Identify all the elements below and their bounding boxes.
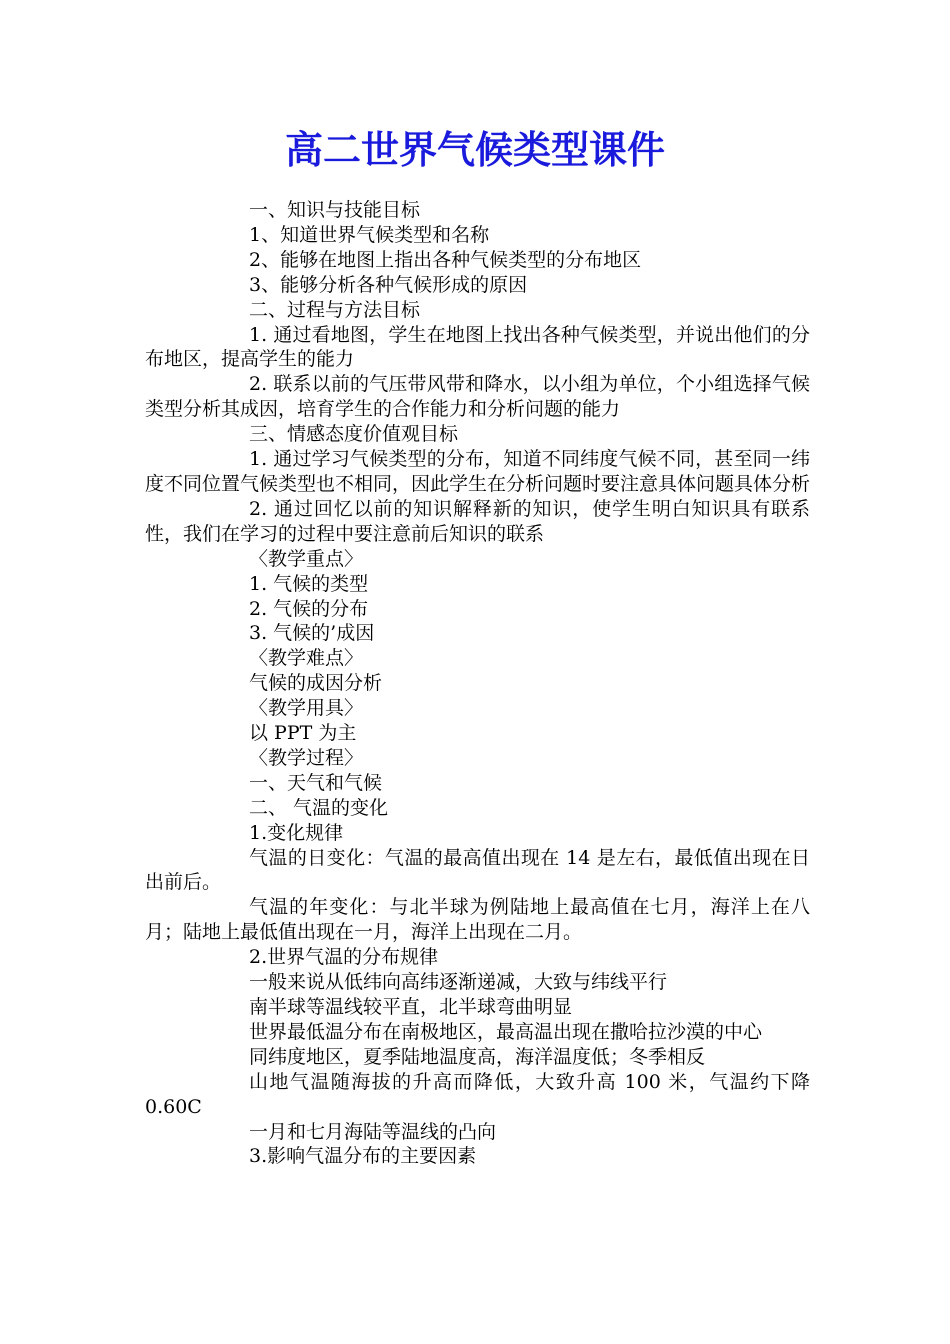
paragraph: 1. 气候的类型 bbox=[249, 572, 369, 595]
paragraph: 南半球等温线较平直，北半球弯曲明显 bbox=[249, 996, 573, 1018]
paragraph: 2、能够在地图上指出各种气候类型的分布地区 bbox=[249, 248, 642, 271]
paragraph: 同纬度地区，夏季陆地温度高，海洋温度低；冬季相反 bbox=[249, 1045, 706, 1068]
document-body bbox=[145, 198, 810, 1169]
paragraph: 1. 通过看地图，学生在地图上找出各种气候类型，并说出他们的分布地区，提高学生的能力 bbox=[145, 323, 810, 371]
paragraph: 二、过程与方法目标 bbox=[249, 298, 421, 321]
document-title: 高二世界气候类型课件 bbox=[284, 127, 665, 172]
paragraph: 1. 通过学习气候类型的分布，知道不同纬度气候不同，甚至同一纬度不同位置气候类型也不相同，因此学生在分析问题时要注意具体问题具体分析 bbox=[145, 448, 811, 495]
paragraph: 一月和七月海陆等温线的凸向 bbox=[249, 1120, 497, 1143]
paragraph: 〈教学重点〉 bbox=[249, 547, 364, 570]
paragraph: 气温的日变化：气温的最高值出现在 14 是左右，最低值出现在日出前后。 bbox=[145, 846, 810, 894]
paragraph: 3.影响气温分布的主要因素 bbox=[249, 1145, 477, 1168]
paragraph: 世界最低温分布在南极地区，最高温出现在撒哈拉沙漠的中心 bbox=[249, 1020, 763, 1043]
paragraph: 气候的成因分析 bbox=[249, 672, 383, 695]
paragraph: 1.变化规律 bbox=[249, 821, 344, 844]
paragraph: 2.世界气温的分布规律 bbox=[249, 946, 439, 969]
paragraph: 3、能够分析各种气候形成的原因 bbox=[249, 273, 528, 296]
paragraph: 一、知识与技能目标 bbox=[249, 199, 421, 221]
paragraph: 2. 气候的分布 bbox=[249, 597, 369, 620]
paragraph: 三、情感态度价值观目标 bbox=[249, 423, 459, 446]
paragraph: 〈教学用具〉 bbox=[249, 697, 364, 720]
paragraph: 3. 气候的’成因 bbox=[249, 622, 375, 645]
paragraph: 气温的年变化：与北半球为例陆地上最高值在七月，海洋上在八月；陆地上最低值出现在一月，海洋上出现在二月。 bbox=[145, 896, 810, 944]
paragraph: 一般来说从低纬向高纬逐渐递减，大致与纬线平行 bbox=[249, 971, 668, 994]
paragraph: 〈教学难点〉 bbox=[249, 647, 364, 670]
paragraph: 1、知道世界气候类型和名称 bbox=[249, 223, 490, 246]
paragraph: 〈教学过程〉 bbox=[249, 746, 364, 769]
paragraph: 2. 通过回忆以前的知识解释新的知识，使学生明白知识具有联系性，我们在学习的过程中要注意前后知识的联系 bbox=[145, 497, 810, 545]
paragraph: 以 PPT 为主 bbox=[249, 722, 357, 745]
paragraph: 二、 气温的变化 bbox=[249, 796, 389, 819]
paragraph: 山地气温随海拔的升高而降低，大致升高 100 米，气温约下降 0.60C bbox=[145, 1070, 810, 1118]
paragraph: 2. 联系以前的气压带风带和降水，以小组为单位，个小组选择气候类型分析其成因，培育学生的合作能力和分析问题的能力 bbox=[145, 373, 810, 421]
paragraph: 一、天气和气候 bbox=[249, 771, 383, 794]
